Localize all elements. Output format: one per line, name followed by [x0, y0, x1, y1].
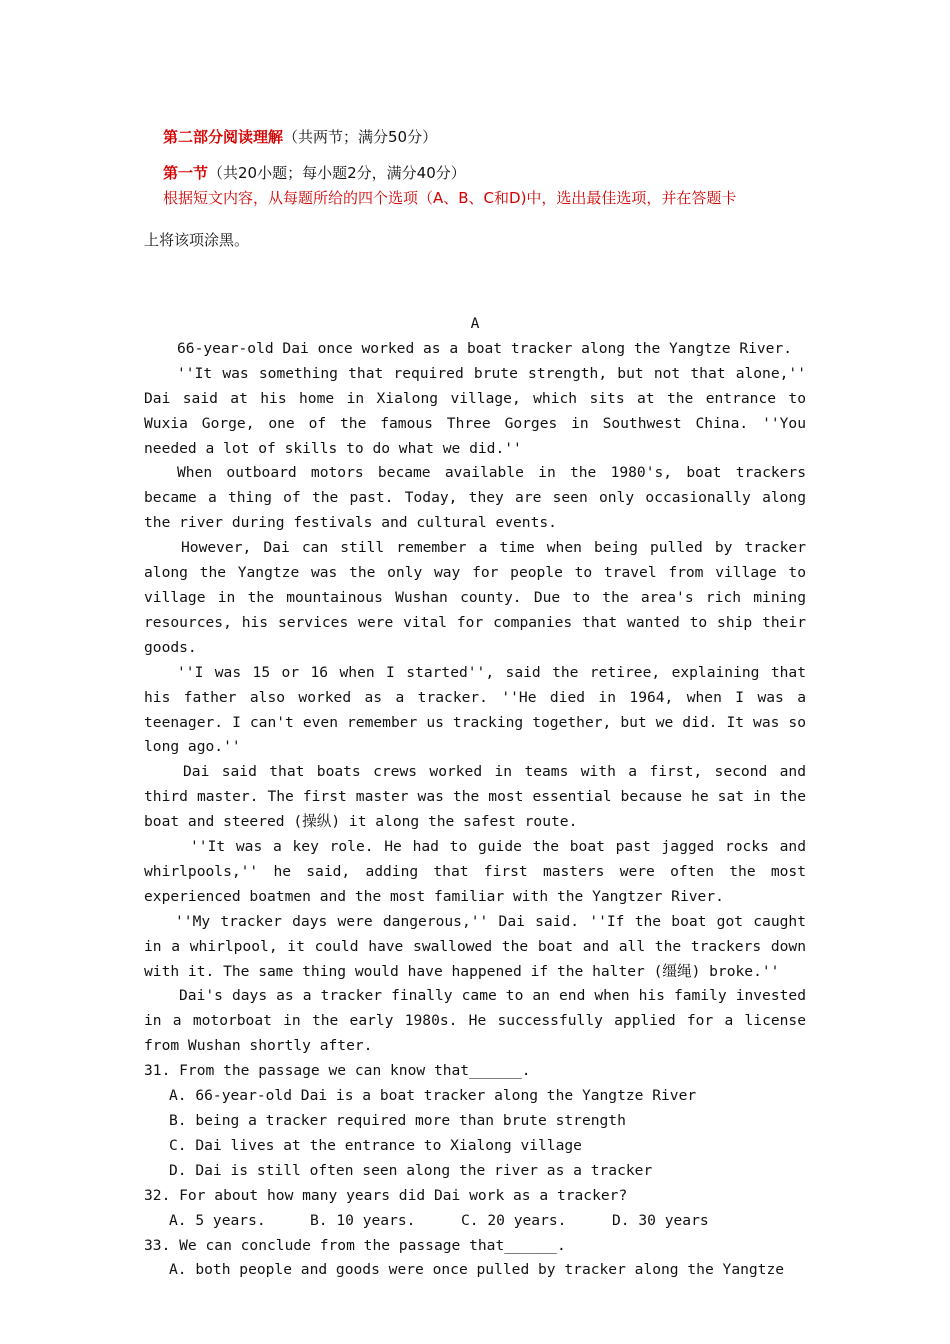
- passage-letter: A: [470, 315, 480, 332]
- question-32-option-a: A. 5 years.: [169, 1211, 266, 1229]
- part-heading: [163, 126, 437, 147]
- question-33-stem: 33. We can conclude from the passage that______.: [144, 1236, 566, 1254]
- paragraph-4: However, Dai can still remember a time when being pulled by tracker along the Yangtze was the only way for people to travel from village to village in the mountainous Wushan county. Due to the area's rich mining resources, his services were vital for companies that wanted to ship their goods.: [144, 539, 806, 656]
- question-32-stem: 32. For about how many years did Dai work as a tracker?: [144, 1186, 628, 1204]
- paragraph-7: ''It was a key role. He had to guide the boat past jagged rocks and whirlpools,'' he said, adding that first masters were often the most experienced boatmen and the most familiar with the Yangtzer River.: [144, 838, 806, 905]
- instruction-line-2: 上将该项涂黑。: [144, 231, 250, 249]
- question-31-option-b: B. being a tracker required more than brute strength: [169, 1112, 626, 1129]
- paragraph-8: ''My tracker days were dangerous,'' Dai said. ''If the boat got caught in a whirlpool, it could have swallowed the boat and all the trackers down with it. The same thing would have happened if the halter (缰绳) broke.'': [144, 912, 806, 980]
- passage-body: [144, 312, 806, 1283]
- part-note: （共两节；满分50分）: [283, 128, 438, 146]
- paragraph-5: ''I was 15 or 16 when I started'', said the retiree, explaining that his father also worked as a tracker. ''He died in 1964, when I was a teenager. I can't even remember us tracking together, but we did. It was so long ago.'': [144, 663, 806, 756]
- instruction-line-1: 根据短文内容，从每题所给的四个选项（A、B、C和D)中，选出最佳选项，并在答题卡: [163, 189, 737, 207]
- question-31-stem: 31. From the passage we can know that______.: [144, 1062, 531, 1080]
- section-note: （共20小题；每小题2分，满分40分）: [208, 164, 466, 182]
- paragraph-1: 66-year-old Dai once worked as a boat tracker along the Yangtze River.: [177, 339, 793, 357]
- question-32-option-c: C. 20 years.: [461, 1211, 567, 1229]
- paragraph-6: Dai said that boats crews worked in teams with a first, second and third master. The first master was the most essential because he sat in the boat and steered (操纵) it along the safest route.: [144, 763, 806, 831]
- question-32-option-b: B. 10 years.: [310, 1211, 416, 1229]
- question-31-option-c: C. Dai lives at the entrance to Xialong village: [169, 1136, 582, 1154]
- paragraph-2: ''It was something that required brute strength, but not that alone,'' Dai said at his home in Xialong village, which sits at the entrance to Wuxia Gorge, one of the famous Three Gorges in Southwest China. ''You needed a lot of skills to do what we did.'': [144, 364, 806, 457]
- question-31-option-d: D. Dai is still often seen along the river as a tracker: [169, 1161, 653, 1179]
- question-32-options: [144, 1209, 806, 1234]
- question-32-option-d: D. 30 years: [612, 1211, 709, 1229]
- section-heading: [163, 162, 466, 183]
- paragraph-3: When outboard motors became available in the 1980's, boat trackers became a thing of the past. Today, they are seen only occasionally along the river during festivals and cultural events.: [144, 464, 806, 532]
- section-title: 第一节: [163, 164, 209, 182]
- question-31-option-a: A. 66-year-old Dai is a boat tracker along the Yangtze River: [169, 1087, 697, 1105]
- paragraph-9: Dai's days as a tracker finally came to an end when his family invested in a motorboat in the early 1980s. He successfully applied for a license from Wushan shortly after.: [144, 987, 806, 1055]
- question-33-option-a: A. both people and goods were once pulled by tracker along the Yangtze: [169, 1261, 785, 1279]
- part-title: 第二部分阅读理解: [163, 128, 284, 146]
